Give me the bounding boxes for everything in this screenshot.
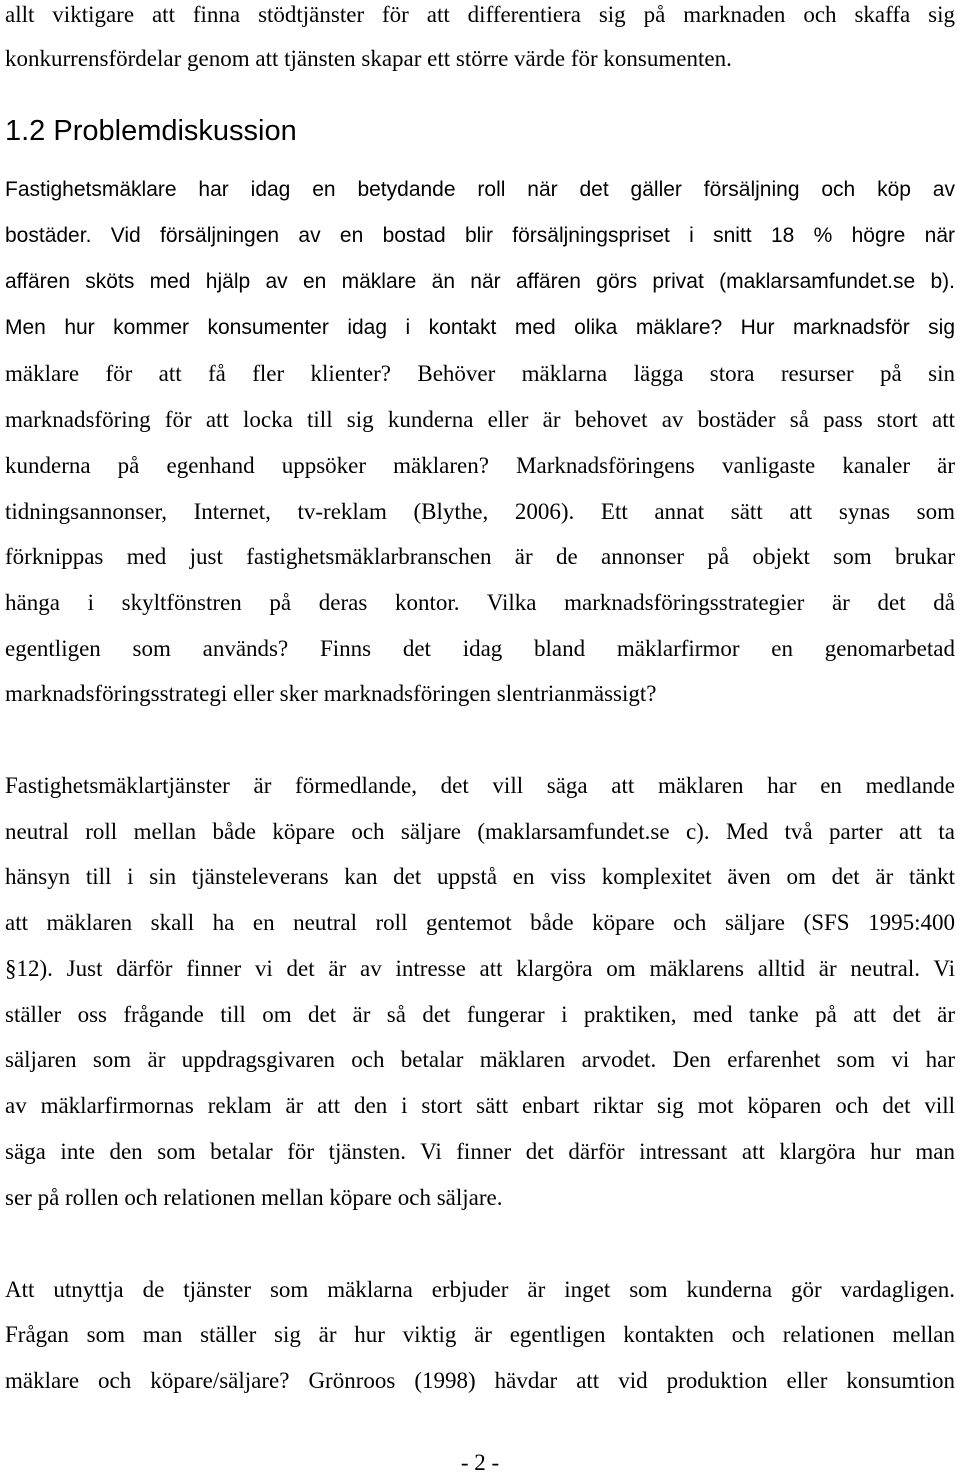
paragraph-1-line: kunderna på egenhand uppsöker mäklaren? Marknadsföringens vanligaste kanaler är <box>5 453 955 478</box>
paragraph-1-line: affären sköts med hjälp av en mäklare än när affären görs privat (maklarsamfundet.se b). <box>5 270 955 293</box>
paragraph-2-line: ser på rollen och relationen mellan köpare och säljare. <box>5 1185 503 1210</box>
paragraph-1-line: bostäder. Vid försäljningen av en bostad blir försäljningspriset i snitt 18 % högre när <box>5 224 955 247</box>
paragraph-1-line: Men hur kommer konsumenter idag i kontakt med olika mäklare? Hur marknadsför sig <box>5 316 955 339</box>
paragraph-2-line: av mäklarfirmornas reklam är att den i stort sätt enbart riktar sig mot köparen och det vill <box>5 1093 955 1118</box>
paragraph-1-line: marknadsföring för att locka till sig kunderna eller är behovet av bostäder så pass stort att <box>5 407 955 432</box>
paragraph-3-line: mäklare och köpare/säljare? Grönroos (1998) hävdar att vid produktion eller konsumtion <box>5 1368 955 1393</box>
paragraph-2-line: säga inte den som betalar för tjänsten. Vi finner det därför intressant att klargöra hur man <box>5 1139 955 1164</box>
paragraph-1-line: tidningsannonser, Internet, tv-reklam (Blythe, 2006). Ett annat sätt att synas som <box>5 499 955 524</box>
paragraph-1-line: förknippas med just fastighetsmäklarbranschen är de annonser på objekt som brukar <box>5 544 955 569</box>
section-heading: 1.2 Problemdiskussion <box>5 115 297 147</box>
paragraph-1-line: Fastighetsmäklare har idag en betydande roll när det gäller försäljning och köp av <box>5 178 955 201</box>
paragraph-2-line: neutral roll mellan både köpare och säljare (maklarsamfundet.se c). Med två parter att ta <box>5 819 955 844</box>
paragraph-1-line: marknadsföringsstrategi eller sker marknadsföringen slentrianmässigt? <box>5 681 657 706</box>
intro-line: allt viktigare att finna stödtjänster för att differentiera sig på marknaden och skaffa sig <box>5 2 955 27</box>
paragraph-2-line: säljaren som är uppdragsgivaren och betalar mäklaren arvodet. Den erfarenhet som vi har <box>5 1047 955 1072</box>
paragraph-1-line: egentligen som används? Finns det idag bland mäklarfirmor en genomarbetad <box>5 636 955 661</box>
paragraph-2-line: §12). Just därför finner vi det är av intresse att klargöra om mäklarens alltid är neutral. Vi <box>5 956 955 981</box>
intro-line: konkurrensfördelar genom att tjänsten skapar ett större värde för konsumenten. <box>5 46 732 71</box>
paragraph-1-line: hänga i skyltfönstren på deras kontor. Vilka marknadsföringsstrategier är det då <box>5 590 955 615</box>
paragraph-2-line: Fastighetsmäklartjänster är förmedlande, det vill säga att mäklaren har en medlande <box>5 773 955 798</box>
paragraph-2-line: hänsyn till i sin tjänsteleverans kan det uppstå en viss komplexitet även om det är tänkt <box>5 864 955 889</box>
paragraph-3-line: Att utnyttja de tjänster som mäklarna erbjuder är inget som kunderna gör vardagligen. <box>5 1277 955 1302</box>
paragraph-3-line: Frågan som man ställer sig är hur viktig är egentligen kontakten och relationen mellan <box>5 1322 955 1347</box>
paragraph-2-line: att mäklaren skall ha en neutral roll gentemot både köpare och säljare (SFS 1995:400 <box>5 910 955 935</box>
page-number: - 2 - <box>460 1450 500 1475</box>
paragraph-1-line: mäklare för att få fler klienter? Behöver mäklarna lägga stora resurser på sin <box>5 361 955 386</box>
paragraph-2-line: ställer oss frågande till om det är så det fungerar i praktiken, med tanke på att det är <box>5 1002 955 1027</box>
